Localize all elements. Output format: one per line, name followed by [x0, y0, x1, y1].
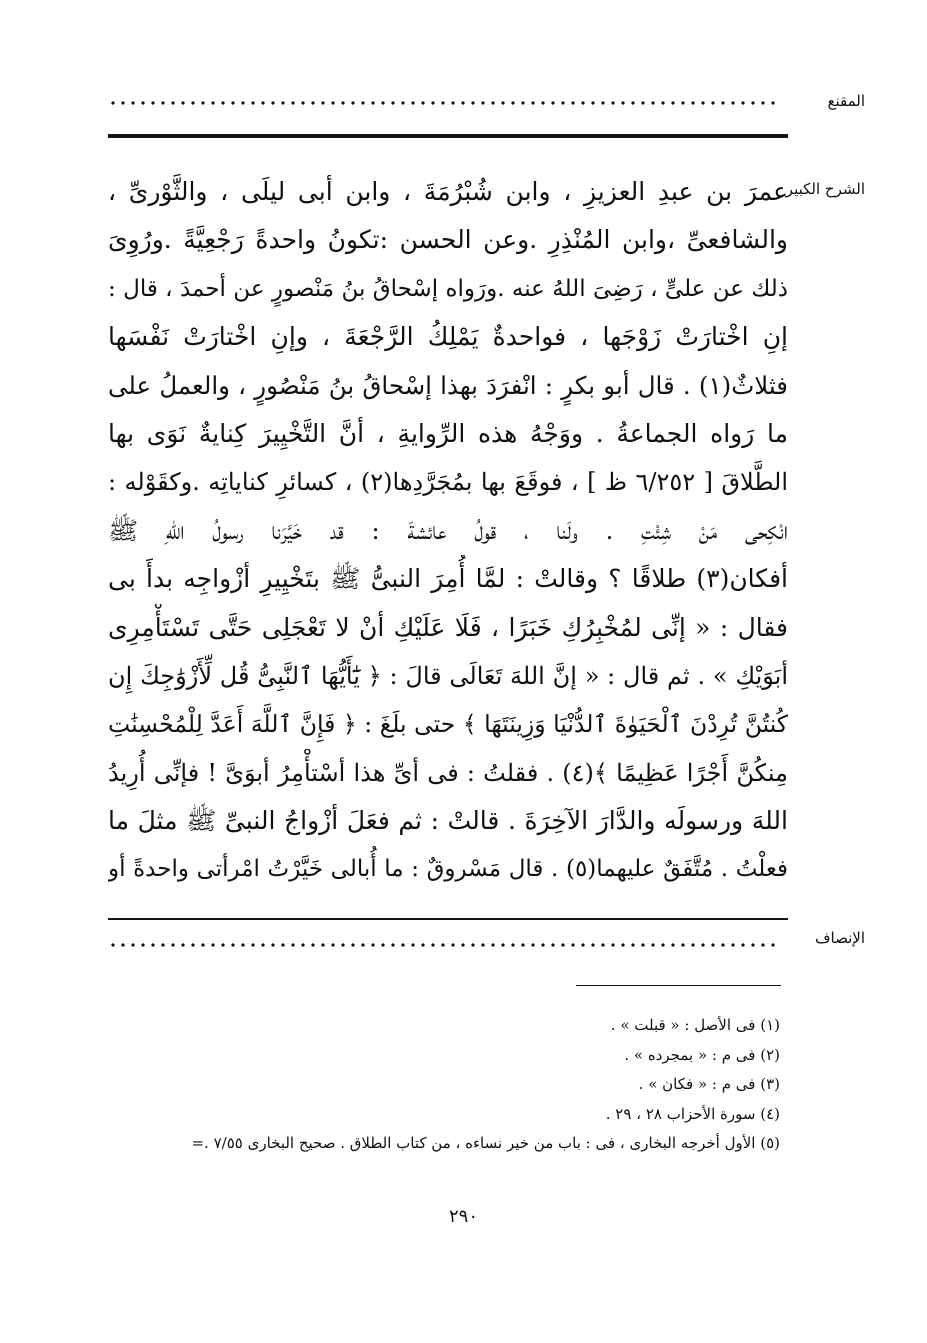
text-line: كُنتُنَّ تُرِدْنَ ٱلْحَيَوٰةَ ٱلدُّنْيَا وَزِينَتَهَا ﴾ حتى بلَغَ : ﴿ فَإِنَّ ٱللَّهَ أَعَدَّ لِلْمُحْسِنَٰتِ [108, 710, 788, 739]
footnote: (٣) فى م : « فكان » . [638, 1075, 780, 1093]
footnotes [100, 1011, 780, 1159]
text-line: أبَوَيْكِ » . ثم قال : « إنَّ اللهَ تَعَالَى قالَ : ﴿ يَٰٓأَيُّهَا ٱلنَّبِىُّ قُل لِّأَزْوَٰجِكَ إِن [108, 661, 788, 690]
text-line: فقال : « إنِّى لمُخْبِرُكِ خَبَرًا ، فَلَا عَلَيْكِ أنْ لا تَعْجَلِى حَتَّى تَسْتَأْمِرِى [108, 612, 788, 642]
text-line: أفكان(٣) طلاقًا ؟ وقالتْ : لمَّا أُمِرَ النبىُّ ﷺ بتَخْيِيرِ أزْواجِه بدأَ بى [108, 564, 788, 594]
footnote: (١) فى الأصل : « قبلت » . [610, 1016, 780, 1034]
header-dotted-line [108, 101, 778, 105]
footnote-separator [576, 985, 781, 986]
text-line: فثلاثٌ(١) . قال أبو بكرٍ : انْفرَدَ بهذا إسْحاقُ بنُ مَنْصُورٍ ، والعملُ على [108, 370, 788, 400]
footnote: (٤) سورة الأحزاب ٢٨ ، ٢٩ . [605, 1104, 780, 1123]
commentary-section-label: الشرح الكبير [785, 180, 865, 198]
text-line: ذلك عن علىٍّ ، رَضِىَ اللهُ عنه .ورَواه إسْحاقُ بنُ مَنْصورٍ عن أحمدَ ، قال : [108, 275, 788, 302]
text-line: مِنكُنَّ أَجْرًا عَظِيمًا ﴾(٤) . فقلتُ : فى أىِّ هذا أسْتأْمِرُ أبوَىَّ ! فإنِّى أُرِيدُ [108, 758, 788, 787]
text-line: والشافعىِّ ،وابن المُنْذِرِ .وعن الحسن :تكونُ واحدةً رَجْعِيَّةً .ورُوِىَ [108, 225, 788, 255]
text-line: الطَّلاقَ [ ٦/٢٥٢ ظ ] ، فوقَعَ بها بمُجَرَّدِها(٢) ، كسائرِ كناياتِه .وكقَوْله : [108, 468, 788, 497]
body-end-rule [108, 918, 788, 920]
insaf-dotted-line [108, 943, 778, 947]
header-rule [108, 134, 788, 138]
commentary-text [108, 168, 788, 894]
footnote: (٢) فى م : « بمجرده » . [624, 1045, 780, 1064]
text-line: إنِ اخْتارَتْ زَوْجَها ، فواحدةٌ يَمْلِكُ الرَّجْعَةَ ، وإنِ اخْتارَتْ نَفْسَها [108, 322, 788, 352]
text-line: فعلْتُ . مُتَّفَقٌ عليهما(٥) . قال مَسْروقٌ : ما أُبالى خَيَّرْتُ امْرأتى واحدةً أو [108, 856, 788, 883]
footnote: (٥) الأول أخرجه البخارى ، فى : باب من خير نساءه ، من كتاب الطلاق . صحيح البخارى ٧/٥٥ .= [191, 1134, 780, 1152]
text-line: انْكِحى مَنْ شِئْتِ . ولَنا ، قولُ عائشةَ : قد خَيَّرَنا رسولُ اللهِ ﷺ [108, 515, 788, 545]
page-number: ٢٩٠ [448, 1206, 478, 1227]
text-line: عمرَ بن عبدِ العزيزِ ، وابن شُبْرُمَةَ ، وابن أبى ليلَى ، والثَّوْرىِّ ، [108, 177, 788, 206]
insaf-section-label: الإنصاف [814, 929, 865, 947]
text-line: ما رَواه الجماعةُ . ووَجْهُ هذه الرِّوايةِ ، أنَّ التَّخْيِيرَ كِنايةٌ نَوَى بها [108, 418, 788, 448]
text-line: اللهَ ورسولَه والدَّارَ الآخِرَةَ . قالتْ : ثم فعَلَ أزْواجُ النبىِّ ﷺ مثلَ ما [108, 806, 788, 836]
header-section-label: المقنع [827, 92, 865, 110]
